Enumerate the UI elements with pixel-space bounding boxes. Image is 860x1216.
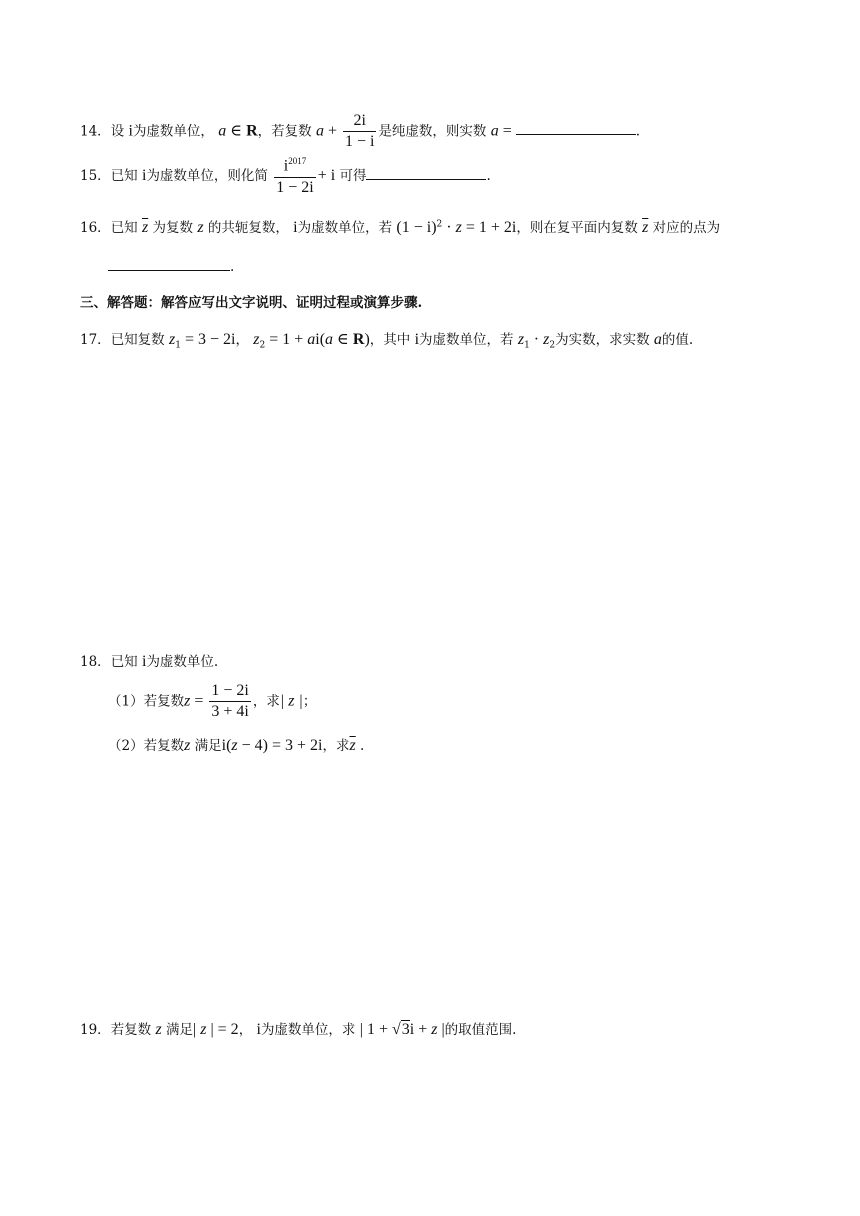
answer-blank[interactable] bbox=[366, 167, 486, 180]
fraction: $\frac{i^{2017}}{1 - 2i}$ bbox=[276, 156, 314, 196]
question-17: 17．已知复数 $z_1 = 3 - 2i$， $z_2 = 1 + ai(a$ ∈ R)，其中 i为虚数单位，若 $z_1 \cdot z_2$为实数，求实数 a的值. bbox=[80, 331, 694, 351]
question-16-blank-line: . bbox=[108, 258, 234, 275]
question-number: 16． bbox=[80, 220, 111, 236]
question-number: 18． bbox=[80, 654, 111, 670]
question-number: 14． bbox=[80, 123, 111, 140]
question-14: 14．设 i为虚数单位， a ∈ R，若复数 a + $\frac{2i}{1 - i}$ 是纯虚数，则实数 a = . bbox=[80, 112, 641, 151]
question-number: 15． bbox=[80, 168, 111, 185]
fraction: $\frac{1 - 2i}{3 + 4i}$ bbox=[211, 682, 249, 721]
question-number: 17． bbox=[80, 332, 111, 348]
fraction: $\frac{2i}{1 - i}$ bbox=[344, 112, 375, 151]
question-18: 18．已知 i为虚数单位. bbox=[80, 653, 219, 670]
question-18-part-1: （1）若复数z = $\frac{1 - 2i}{3 + 4i}$ ，求| z |； bbox=[108, 682, 317, 721]
answer-blank[interactable] bbox=[516, 122, 636, 135]
question-15: 15．已知 i为虚数单位，则化简 $\frac{i^{2017}}{1 - 2i}$ + i 可得 . bbox=[80, 156, 491, 196]
answer-blank[interactable] bbox=[108, 258, 230, 271]
question-16: 16．已知 $\overline{z}$ 为复数 z 的共轭复数， i为虚数单位，若 $(1 - i)^2 \cdot z = 1 + 2i$，则在复平面内复数 $\overline{z}$ 对应的点为 bbox=[80, 219, 721, 236]
question-18-part-2: （2）若复数z 满足i(z − 4) = 3 + 2i，求$\overline{z}$ . bbox=[108, 737, 365, 754]
question-19: 19．若复数 z 满足| z | = 2， i为虚数单位，求 | 1 + √3i + z |的取值范围. bbox=[80, 1021, 517, 1038]
question-number: 19． bbox=[80, 1022, 111, 1038]
sqrt-sign: √ bbox=[391, 1021, 401, 1038]
section-title: 三、解答题：解答应写出文字说明、证明过程或演算步骤. bbox=[80, 295, 423, 311]
